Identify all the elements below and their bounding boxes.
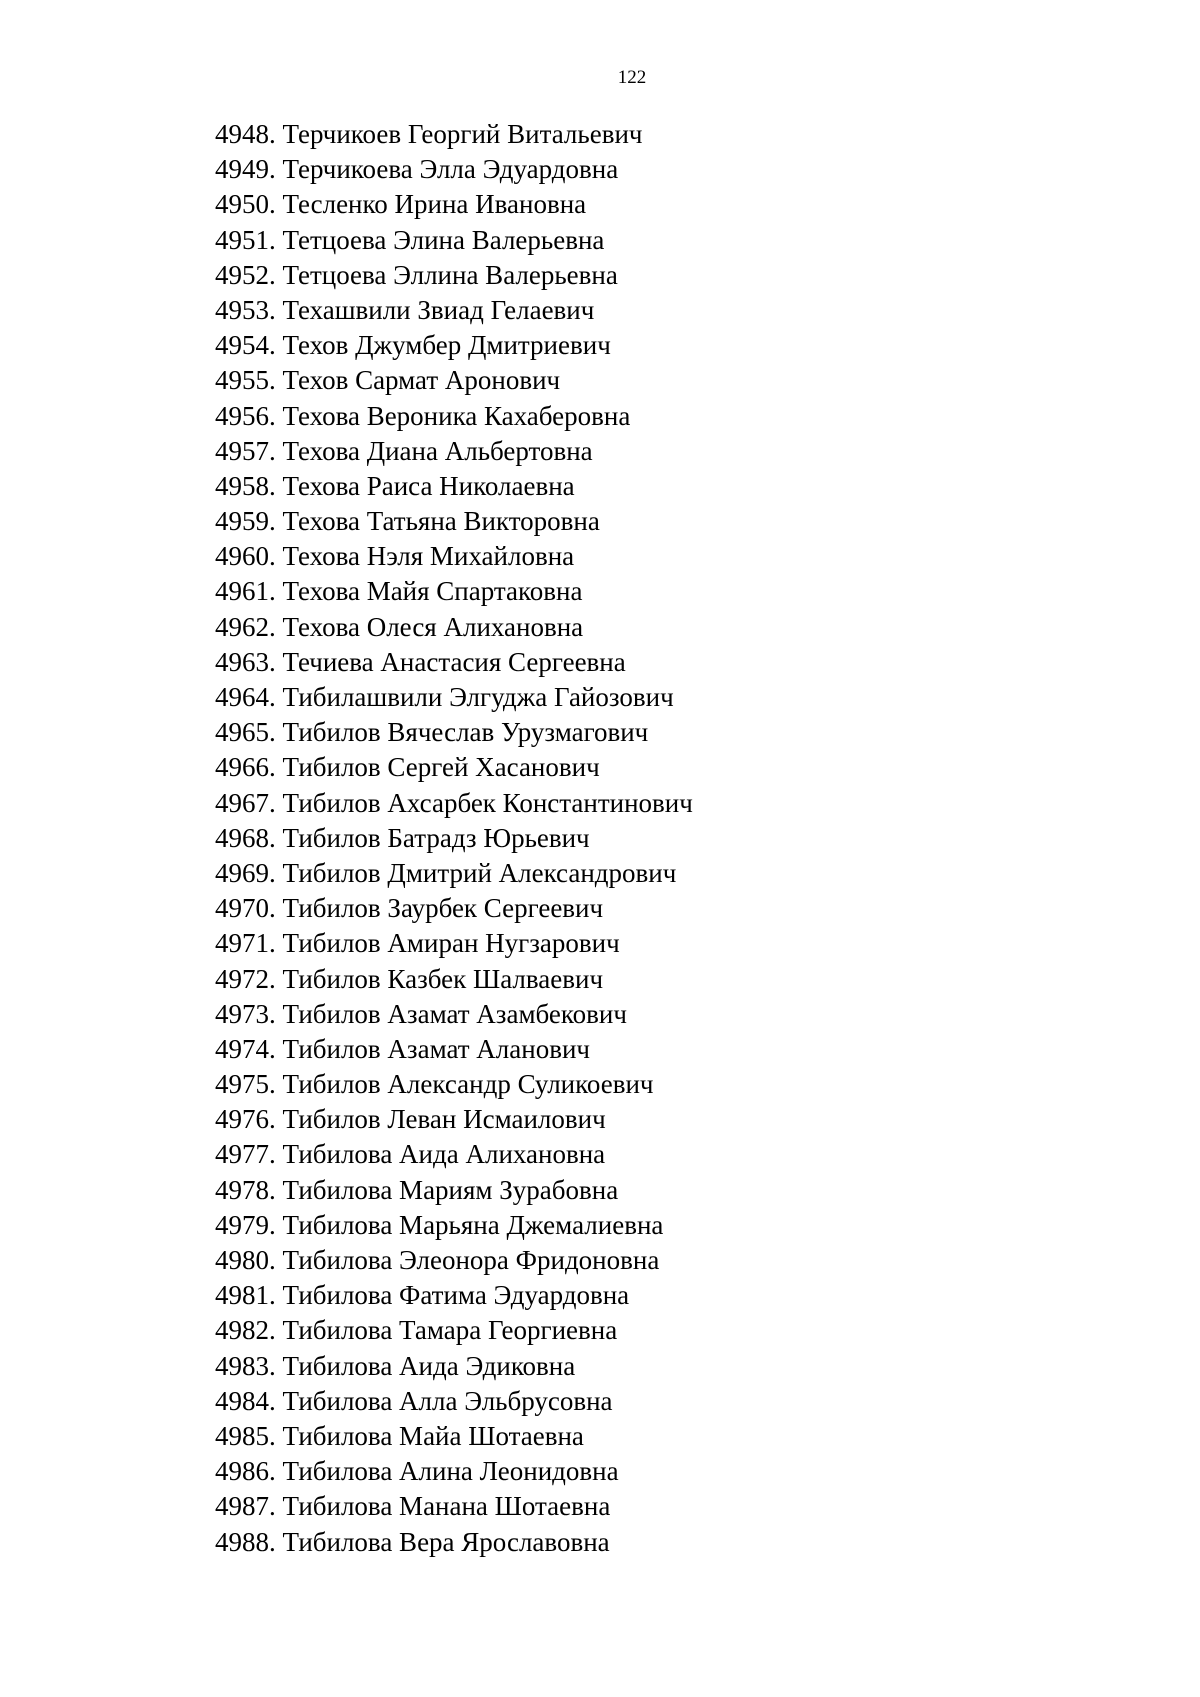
entry-name: Тибилов Казбек Шалваевич <box>282 963 604 994</box>
entry-number: 4954. <box>215 330 276 361</box>
entry-name: Тибилов Азамат Азамбекович <box>282 998 627 1029</box>
entry-name: Тибилов Амиран Нугзарович <box>282 928 620 959</box>
list-item <box>215 750 693 785</box>
entry-number: 4955. <box>215 365 276 396</box>
list-item <box>215 1102 693 1137</box>
list-item <box>215 715 693 750</box>
entry-number: 4948. <box>215 119 276 149</box>
entry-name: Тибилова Майа Шотаевна <box>282 1420 584 1451</box>
entry-number: 4988. <box>215 1526 276 1557</box>
entry-number: 4965. <box>215 717 276 748</box>
entry-name: Техов Сармат Аронович <box>282 365 561 396</box>
list-item <box>215 469 693 504</box>
entry-number: 4973. <box>215 998 276 1029</box>
page-number: 122 <box>617 67 647 88</box>
entry-name: Тибилов Заурбек Сергеевич <box>282 893 604 924</box>
list-item <box>215 1349 693 1384</box>
entry-name: Тибилова Алла Эльбрусовна <box>282 1385 613 1416</box>
list-item <box>215 363 693 398</box>
entry-number: 4960. <box>215 541 276 572</box>
list-item <box>215 1173 693 1208</box>
entry-number: 4980. <box>215 1245 276 1275</box>
entry-number: 4953. <box>215 294 276 325</box>
entry-name: Техова Вероника Кахаберовна <box>282 400 631 431</box>
list-item <box>215 187 693 222</box>
entry-name: Техова Майя Спартаковна <box>282 576 583 607</box>
list-item <box>215 328 693 363</box>
list-item <box>215 610 693 645</box>
entry-number: 4968. <box>215 822 276 853</box>
entry-name: Тибилова Манана Шотаевна <box>282 1491 611 1522</box>
list-item <box>215 539 693 574</box>
entry-name: Тибилов Вячеслав Урузмагович <box>282 717 649 748</box>
list-item <box>215 926 693 961</box>
entry-number: 4987. <box>215 1491 276 1522</box>
entry-name: Терчикоева Элла Эдуардовна <box>282 154 619 185</box>
entry-name: Тибилова Мариям Зурабовна <box>282 1174 619 1205</box>
list-item <box>215 821 693 856</box>
entry-number: 4976. <box>215 1104 276 1135</box>
entry-name: Тибилов Сергей Хасанович <box>282 752 600 783</box>
entry-name: Тетцоева Эллина Валерьевна <box>282 259 618 290</box>
entry-name: Тибилов Дмитрий Александрович <box>282 857 677 888</box>
name-list <box>215 117 693 1560</box>
entry-name: Тибилов Александр Суликоевич <box>282 1069 654 1100</box>
entry-name: Тибилов Батрадз Юрьевич <box>282 822 590 853</box>
entry-name: Тибилова Марьяна Джемалиевна <box>282 1209 664 1240</box>
list-item <box>215 786 693 821</box>
list-item <box>215 293 693 328</box>
list-item <box>215 680 693 715</box>
entry-number: 4979. <box>215 1209 276 1240</box>
entry-number: 4978. <box>215 1174 276 1205</box>
entry-number: 4983. <box>215 1350 276 1381</box>
list-item <box>215 1278 693 1313</box>
list-item <box>215 1067 693 1102</box>
entry-name: Тибилашвили Элгуджа Гайозович <box>282 682 674 712</box>
entry-number: 4977. <box>215 1139 276 1170</box>
entry-number: 4982. <box>215 1315 276 1346</box>
entry-number: 4964. <box>215 682 276 712</box>
list-item <box>215 856 693 891</box>
entry-name: Тибилова Элеонора Фридоновна <box>282 1245 660 1275</box>
entry-name: Техова Олеся Алихановна <box>282 611 584 642</box>
list-item <box>215 1243 693 1278</box>
entry-name: Тибилова Вера Ярославовна <box>282 1526 610 1557</box>
list-item <box>215 1137 693 1172</box>
entry-name: Техова Раиса Николаевна <box>282 470 575 501</box>
entry-number: 4969. <box>215 857 276 888</box>
list-item <box>215 574 693 609</box>
entry-number: 4962. <box>215 611 276 642</box>
entry-number: 4972. <box>215 963 276 994</box>
list-item <box>215 1313 693 1348</box>
entry-number: 4967. <box>215 787 276 818</box>
entry-number: 4952. <box>215 259 276 290</box>
list-item <box>215 997 693 1032</box>
entry-name: Тибилова Аида Эдиковна <box>282 1350 576 1381</box>
entry-name: Тибилов Леван Исмаилович <box>282 1104 606 1135</box>
entry-number: 4966. <box>215 752 276 783</box>
entry-name: Тибилов Азамат Аланович <box>282 1033 590 1064</box>
entry-number: 4984. <box>215 1385 276 1416</box>
entry-name: Техов Джумбер Дмитриевич <box>282 330 611 361</box>
list-item <box>215 962 693 997</box>
list-item <box>215 504 693 539</box>
entry-number: 4981. <box>215 1280 276 1311</box>
list-item <box>215 152 693 187</box>
entry-name: Техашвили Звиад Гелаевич <box>282 294 595 325</box>
entry-name: Тесленко Ирина Ивановна <box>282 189 587 220</box>
list-item <box>215 1454 693 1489</box>
list-item <box>215 1208 693 1243</box>
entry-number: 4961. <box>215 576 276 607</box>
entry-number: 4958. <box>215 470 276 501</box>
entry-name: Течиева Анастасия Сергеевна <box>282 646 626 677</box>
entry-name: Тибилова Алина Леонидовна <box>282 1456 619 1487</box>
entry-number: 4975. <box>215 1069 276 1100</box>
entry-name: Тибилова Тамара Георгиевна <box>282 1315 618 1346</box>
entry-number: 4974. <box>215 1033 276 1064</box>
list-item <box>215 1384 693 1419</box>
entry-name: Тибилова Фатима Эдуардовна <box>282 1280 630 1311</box>
entry-number: 4957. <box>215 435 276 466</box>
list-item <box>215 1419 693 1454</box>
entry-name: Тетцоева Элина Валерьевна <box>282 224 605 255</box>
list-item <box>215 1032 693 1067</box>
entry-number: 4986. <box>215 1456 276 1487</box>
entry-name: Тибилов Ахсарбек Константинович <box>282 787 693 818</box>
list-item <box>215 645 693 680</box>
entry-name: Тибилова Аида Алихановна <box>282 1139 606 1170</box>
entry-number: 4959. <box>215 506 276 537</box>
list-item <box>215 258 693 293</box>
entry-number: 4985. <box>215 1420 276 1451</box>
entry-number: 4970. <box>215 893 276 924</box>
list-item <box>215 1489 693 1524</box>
entry-number: 4963. <box>215 646 276 677</box>
entry-number: 4956. <box>215 400 276 431</box>
entry-name: Техова Нэля Михайловна <box>282 541 575 572</box>
list-item <box>215 434 693 469</box>
list-item <box>215 399 693 434</box>
entry-name: Техова Татьяна Викторовна <box>282 506 600 537</box>
list-item <box>215 891 693 926</box>
list-item <box>215 1525 693 1560</box>
list-item <box>215 223 693 258</box>
entry-number: 4950. <box>215 189 276 220</box>
list-item <box>215 117 693 152</box>
entry-number: 4949. <box>215 154 276 185</box>
entry-number: 4971. <box>215 928 276 959</box>
entry-name: Терчикоев Георгий Витальевич <box>282 119 643 149</box>
entry-number: 4951. <box>215 224 276 255</box>
entry-name: Техова Диана Альбертовна <box>282 435 593 466</box>
